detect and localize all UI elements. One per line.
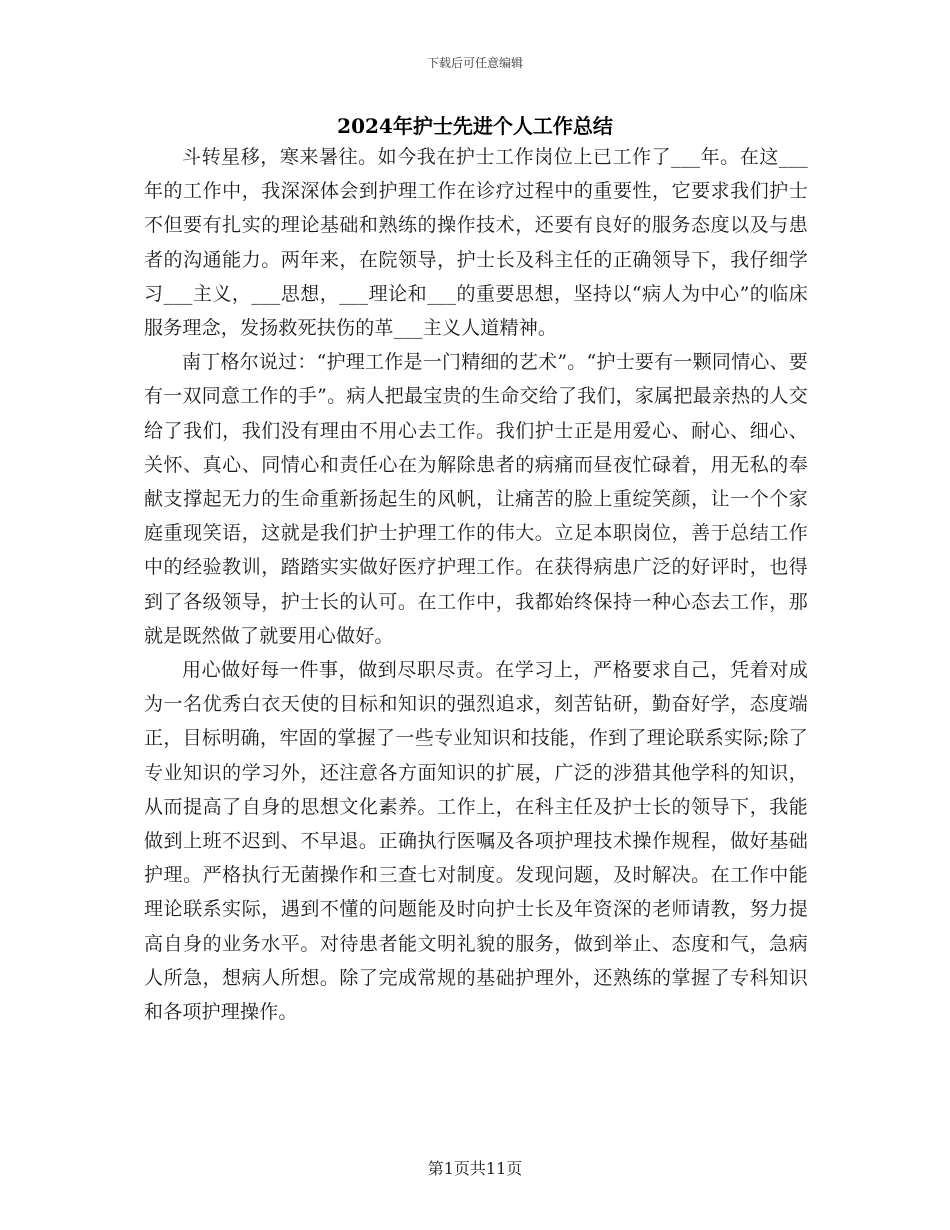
page-footer: 第1页共11页 [427,1159,523,1178]
document-body [144,140,808,1029]
paragraph-duty: 用心做好每一件事，做到尽职尽责。在学习上，严格要求自己，凭着对成为一名优秀白衣天使的目标和知识的强烈追求，刻苦钻研，勤奋好学，态度端正，目标明确，牢固的掌握了一些专业知识和技能，作到了理论联系实际;除了专业知识的学习外，还注意各方面知识的扩展，广泛的涉猎其他学科的知识，从而提高了自身的思想文化素养。工作上，在科主任及护士长的领导下，我能做到上班不迟到、不早退。正确执行医嘱及各项护理技术操作规程，做好基础护理。严格执行无菌操作和三查七对制度。发现问题，及时解决。在工作中能理论联系实际，遇到不懂的问题能及时向护士长及年资深的老师请教，努力提高自身的业务水平。对待患者能文明礼貌的服务，做到举止、态度和气，急病人所急，想病人所想。除了完成常规的基础护理外，还熟练的掌握了专科知识和各项护理操作。 [144,659,808,1024]
document-title: 2024年护士先进个人工作总结 [337,114,613,138]
paragraph-intro: 斗转星移，寒来暑往。如今我在护士工作岗位上已工作了___年。在这___年的工作中，我深深体会到护理工作在诊疗过程中的重要性，它要求我们护士不但要有扎实的理论基础和熟练的操作技术，还要有良好的服务态度以及与患者的沟通能力。两年来，在院领导，护士长及科主任的正确领导下，我仔细学习___主义，___思想，___理论和___的重要思想，坚持以“病人为中心”的临床服务理念，发扬救死扶伤的革___主义人道精神。 [144,146,808,340]
header-note: 下载后可任意编辑 [426,56,523,70]
paragraph-nightingale: 南丁格尔说过：“护理工作是一门精细的艺术”。“护士要有一颗同情心、要有一双同意工作的手”。病人把最宝贵的生命交给了我们，家属把最亲热的人交给了我们，我们没有理由不用心去工作。我们护士正是用爱心、耐心、细心、关怀、真心、同情心和责任心在为解除患者的病痛而昼夜忙碌着，用无私的奉献支撑起无力的生命重新扬起生的风帆，让痛苦的脸上重绽笑颜，让一个个家庭重现笑语，这就是我们护士护理工作的伟大。立足本职岗位，善于总结工作中的经验教训，踏踏实实做好医疗护理工作。在获得病患广泛的好评时，也得到了各级领导，护士长的认可。在工作中，我都始终保持一种心态去工作，那就是既然做了就要用心做好。 [144,351,808,647]
